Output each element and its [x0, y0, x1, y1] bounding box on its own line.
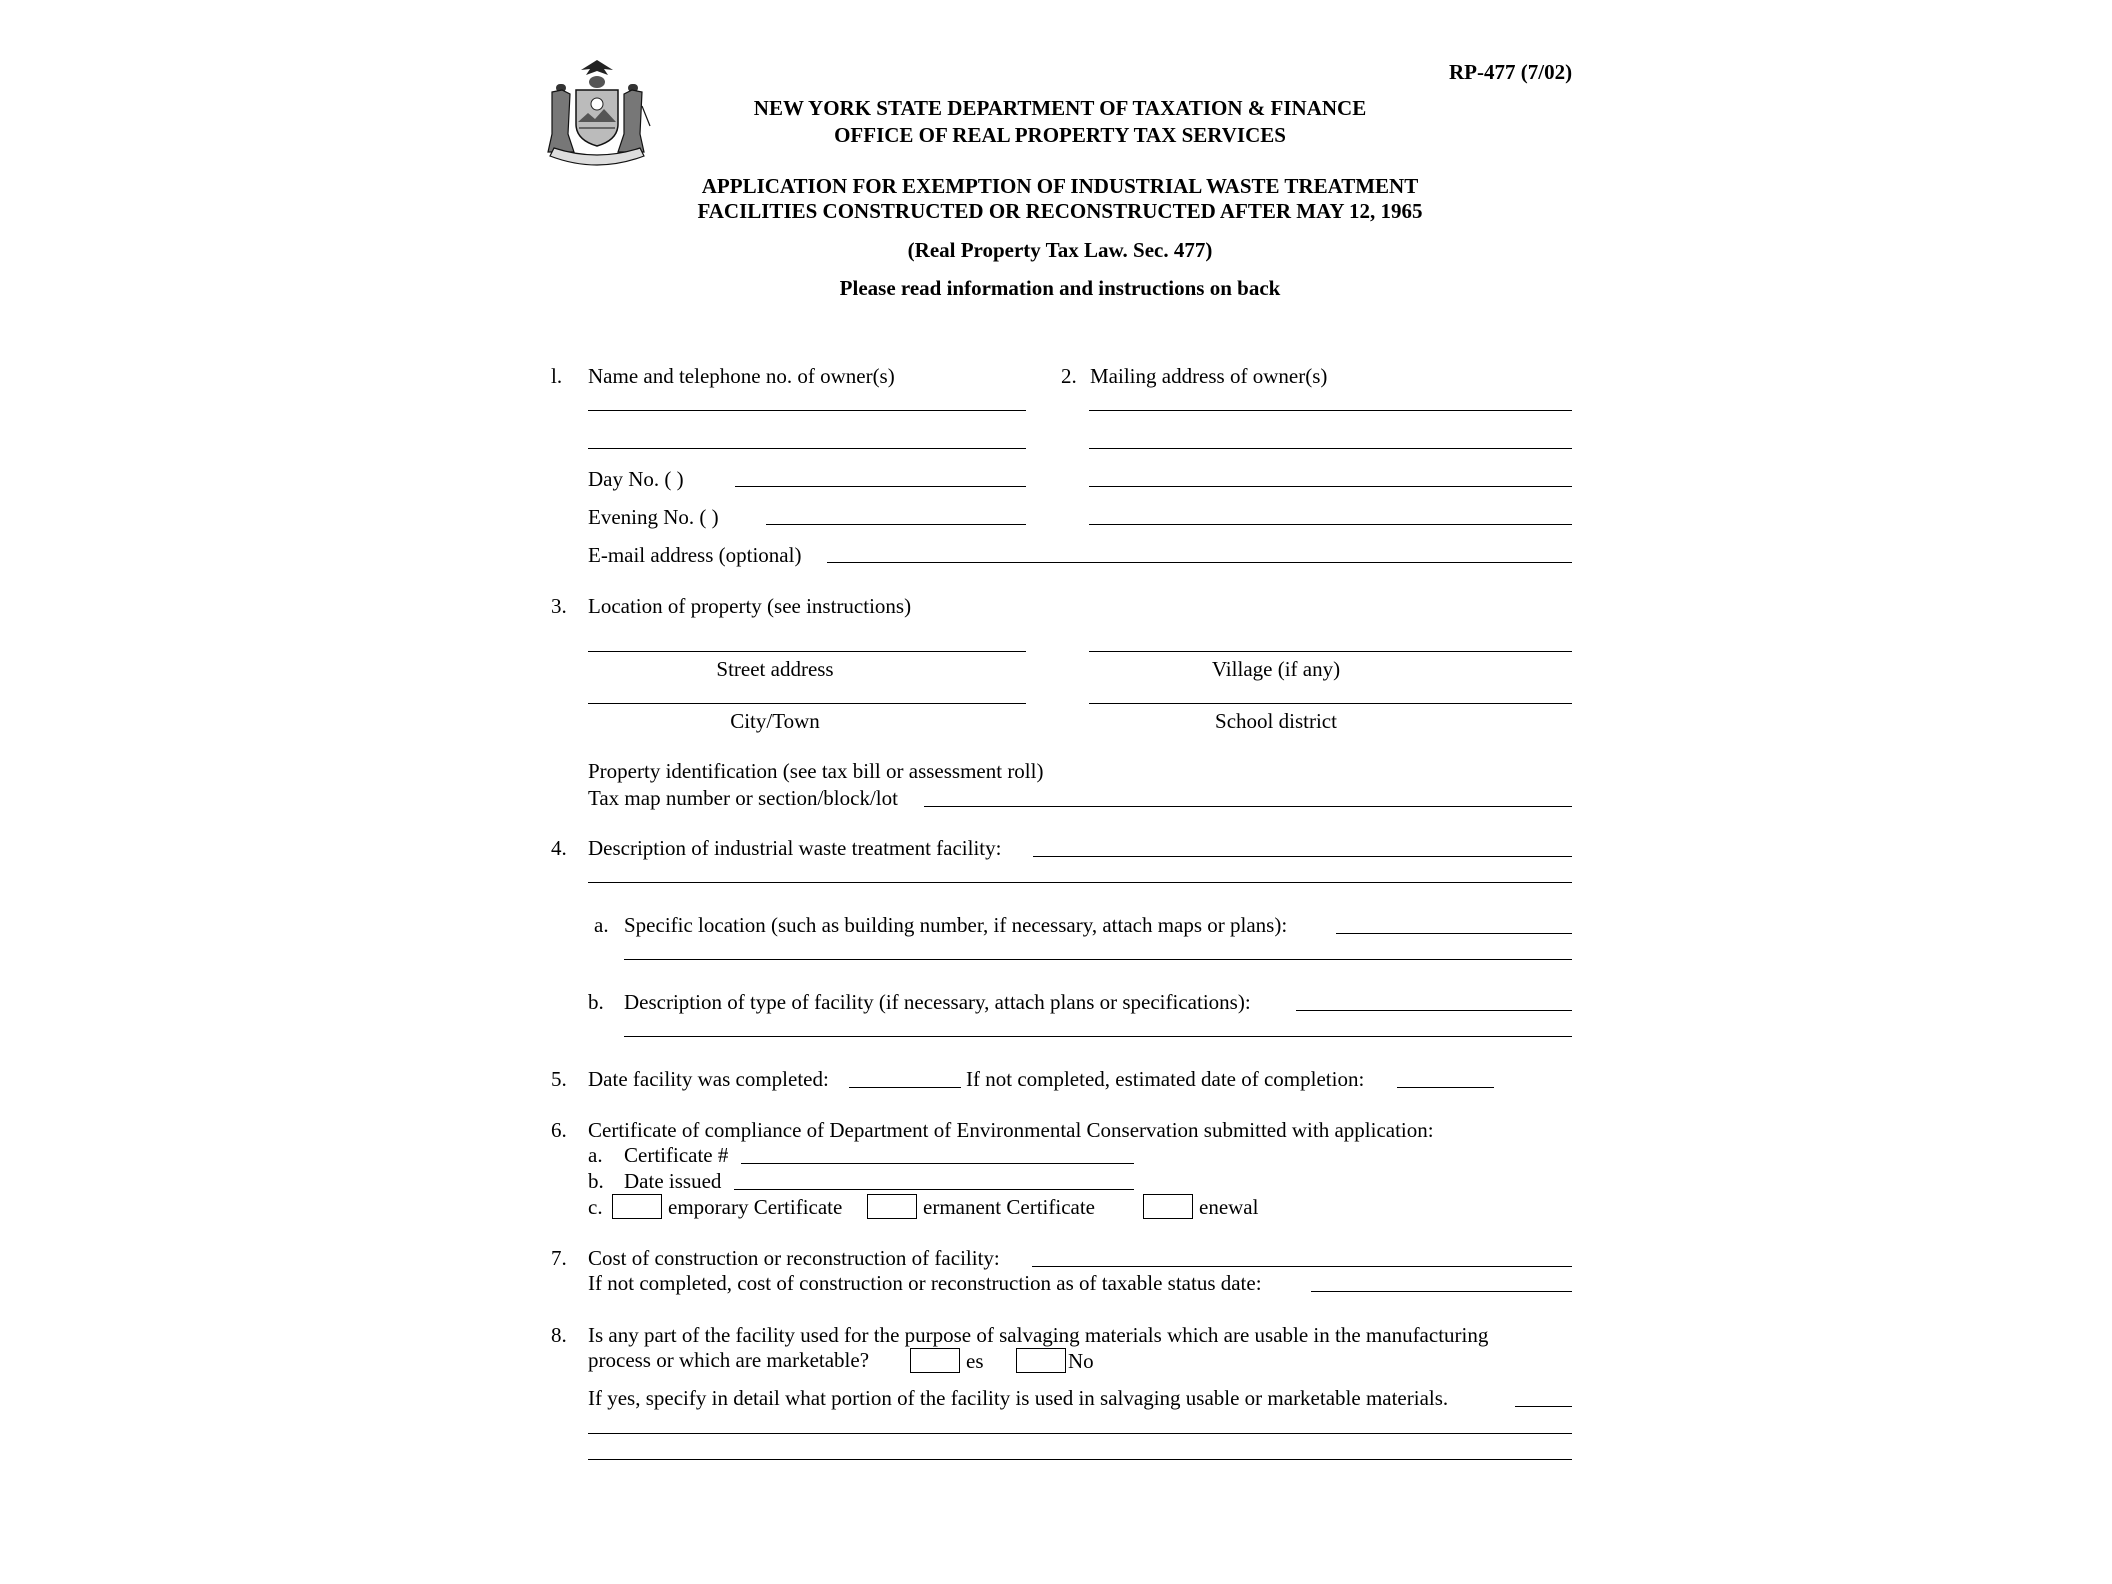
q7-label: Cost of construction or reconstruction of facility:: [588, 1246, 1000, 1270]
law-reference: (Real Property Tax Law. Sec. 477): [907, 238, 1213, 262]
school-district-field[interactable]: [1089, 703, 1572, 704]
q7-taxable-status-label: If not completed, cost of construction or reconstruction as of taxable status date:: [588, 1271, 1262, 1295]
q6c-number: c.: [588, 1195, 603, 1219]
renewal-checkbox[interactable]: [1143, 1194, 1193, 1219]
facility-description-line-2[interactable]: [588, 882, 1572, 883]
q1-label: Name and telephone no. of owner(s): [588, 364, 895, 388]
salvage-yes-checkbox[interactable]: [910, 1348, 960, 1373]
tax-map-label: Tax map number or section/block/lot: [588, 786, 898, 810]
mailing-address-line-2[interactable]: [1089, 448, 1572, 449]
email-label: E-mail address (optional): [588, 543, 802, 567]
q5-number: 5.: [551, 1067, 567, 1091]
temporary-certificate-checkbox[interactable]: [612, 1194, 662, 1219]
street-address-caption: Street address: [716, 657, 834, 681]
specific-location-field[interactable]: [1336, 933, 1572, 934]
facility-type-field[interactable]: [1296, 1010, 1572, 1011]
q6a-number: a.: [588, 1143, 603, 1167]
day-number-label: Day No. ( ): [588, 467, 684, 491]
salvage-detail-line-3[interactable]: [588, 1459, 1572, 1460]
q6-label: Certificate of compliance of Department of Environmental Conservation submitted with application:: [588, 1118, 1434, 1142]
street-address-field[interactable]: [588, 651, 1026, 652]
q5-estimated-label: If not completed, estimated date of completion:: [966, 1067, 1365, 1091]
form-title-line2: FACILITIES CONSTRUCTED OR RECONSTRUCTED AFTER MAY 12, 1965: [697, 199, 1423, 223]
day-number-field[interactable]: [735, 486, 1026, 487]
q4-label: Description of industrial waste treatment facility:: [588, 836, 1002, 860]
q4-number: 4.: [551, 836, 567, 860]
school-district-caption: School district: [1215, 709, 1337, 733]
evening-number-label: Evening No. ( ): [588, 505, 719, 529]
q8-label-continued: process or which are marketable?: [588, 1348, 870, 1372]
permanent-certificate-checkbox[interactable]: [867, 1194, 917, 1219]
q2-label: Mailing address of owner(s): [1090, 364, 1328, 388]
cost-as-of-status-date-field[interactable]: [1311, 1291, 1572, 1292]
city-town-caption: City/Town: [730, 709, 820, 733]
email-field[interactable]: [827, 562, 1572, 563]
tax-map-field[interactable]: [924, 806, 1572, 807]
q1-number: l.: [551, 364, 563, 388]
q4a-label: Specific location (such as building number, if necessary, attach maps or plans):: [624, 913, 1288, 937]
estimated-completion-field[interactable]: [1397, 1087, 1494, 1088]
q4b-number: b.: [588, 990, 604, 1014]
date-issued-field[interactable]: [734, 1189, 1134, 1190]
q8-number: 8.: [551, 1323, 567, 1347]
q5-label: Date facility was completed:: [588, 1067, 829, 1091]
specific-location-line-2[interactable]: [624, 959, 1572, 960]
facility-type-line-2[interactable]: [624, 1036, 1572, 1037]
dept-heading: NEW YORK STATE DEPARTMENT OF TAXATION & FINANCE: [753, 96, 1367, 120]
q2-number: 2.: [1061, 364, 1077, 388]
evening-number-field[interactable]: [766, 524, 1026, 525]
city-town-field[interactable]: [588, 703, 1026, 704]
property-id-label: Property identification (see tax bill or assessment roll): [588, 759, 1044, 783]
permanent-certificate-label: ermanent Certificate: [923, 1195, 1095, 1219]
q3-label: Location of property (see instructions): [588, 594, 912, 618]
salvage-detail-field[interactable]: [1515, 1406, 1572, 1407]
q8-label: Is any part of the facility used for the purpose of salvaging materials which are usable in the manufacturing: [588, 1323, 1489, 1347]
construction-cost-field[interactable]: [1032, 1266, 1572, 1267]
q6a-label: Certificate #: [624, 1143, 729, 1167]
q4a-number: a.: [594, 913, 609, 937]
village-field[interactable]: [1089, 651, 1572, 652]
form-code: RP-477 (7/02): [1449, 60, 1573, 84]
q4b-label: Description of type of facility (if necessary, attach plans or specifications):: [624, 990, 1251, 1014]
mailing-address-line-1[interactable]: [1089, 410, 1572, 411]
owner-name-line-1[interactable]: [588, 410, 1026, 411]
q8-if-yes-label: If yes, specify in detail what portion of the facility is used in salvaging usable or marketable materials.: [588, 1386, 1449, 1410]
salvage-no-label: No: [1068, 1349, 1094, 1373]
form-title-line1: APPLICATION FOR EXEMPTION OF INDUSTRIAL WASTE TREATMENT: [701, 174, 1419, 198]
mailing-address-line-3[interactable]: [1089, 486, 1572, 487]
q6-number: 6.: [551, 1118, 567, 1142]
mailing-address-line-4[interactable]: [1089, 524, 1572, 525]
office-heading: OFFICE OF REAL PROPERTY TAX SERVICES: [834, 123, 1286, 147]
q7-number: 7.: [551, 1246, 567, 1270]
owner-name-line-2[interactable]: [588, 448, 1026, 449]
salvage-detail-line-2[interactable]: [588, 1433, 1572, 1434]
completion-date-field[interactable]: [849, 1087, 961, 1088]
certificate-number-field[interactable]: [741, 1163, 1134, 1164]
read-instructions: Please read information and instructions on back: [839, 276, 1281, 300]
q6b-label: Date issued: [624, 1169, 722, 1193]
q3-number: 3.: [551, 594, 567, 618]
q6b-number: b.: [588, 1169, 604, 1193]
salvage-yes-label: es: [966, 1349, 984, 1373]
facility-description-field[interactable]: [1033, 856, 1572, 857]
renewal-label: enewal: [1199, 1195, 1259, 1219]
temporary-certificate-label: emporary Certificate: [668, 1195, 843, 1219]
salvage-no-checkbox[interactable]: [1016, 1348, 1066, 1373]
village-caption: Village (if any): [1211, 657, 1341, 681]
